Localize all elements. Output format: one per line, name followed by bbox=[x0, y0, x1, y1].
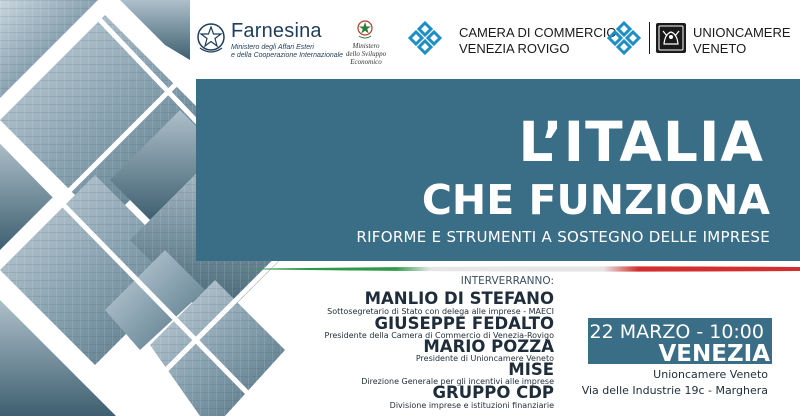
italian-tricolor-divider bbox=[222, 266, 800, 272]
speaker-name: MARIO POZZA bbox=[423, 337, 554, 356]
chamber-logo-name: VENEZIA ROVIGO bbox=[459, 41, 570, 56]
mise-logo-text: dello Sviluppo Economico bbox=[345, 50, 387, 66]
speaker-role: Sottosegretario di Stato con delega alle imprese - MAECI bbox=[327, 307, 554, 316]
farnesina-logo-name: Farnesina bbox=[231, 20, 322, 42]
event-date-time: 22 MARZO - 10:00 bbox=[589, 321, 764, 343]
unioncamere-logo-name: VENETO bbox=[693, 41, 747, 56]
speakers-intro: INTERVERRANNO: bbox=[460, 275, 554, 287]
speaker-role: Presidente della Camera di Commercio di Venezia-Rovigo bbox=[324, 331, 554, 340]
logo-divider bbox=[649, 22, 650, 54]
unioncamere-logo-name: UNIONCAMERE bbox=[693, 25, 791, 40]
event-subtitle: RIFORME E STRUMENTI A SOSTEGNO DELLE IMPRESE bbox=[356, 228, 770, 246]
event-title-line1: L’ITALIA bbox=[518, 110, 764, 174]
speaker-name: MISE bbox=[508, 360, 554, 379]
italian-republic-emblem-icon bbox=[195, 20, 227, 56]
title-band bbox=[196, 79, 800, 261]
speaker-name: GRUPPO CDP bbox=[432, 383, 554, 402]
unioncamere-mark-icon bbox=[606, 20, 642, 56]
farnesina-logo-subtitle: Ministero degli Affari Esteri bbox=[231, 44, 314, 51]
chamber-logo-name: CAMERA DI COMMERCIO bbox=[459, 25, 617, 40]
farnesina-logo-subtitle: e della Cooperazione Internazionale bbox=[231, 52, 344, 59]
mise-logo-text: Ministero bbox=[352, 42, 380, 50]
speaker-name: MANLIO DI STEFANO bbox=[364, 289, 554, 308]
chamber-of-commerce-logo-icon bbox=[407, 20, 443, 56]
speaker-name: GIUSEPPE FEDALTO bbox=[374, 314, 554, 333]
speaker-role: Presidente di Unioncamere Veneto bbox=[415, 354, 554, 363]
republic-emblem-icon bbox=[356, 18, 374, 40]
event-city: VENEZIA bbox=[658, 341, 770, 367]
speaker-role: Direzione Generale per gli incentivi alle imprese bbox=[361, 377, 554, 386]
event-venue-address: Via delle Industrie 19c - Marghera bbox=[581, 384, 768, 397]
speaker-role: Divisione imprese e istituzioni finanziarie bbox=[389, 401, 554, 410]
event-venue-name: Unioncamere Veneto bbox=[653, 368, 768, 381]
winged-lion-seal-icon bbox=[655, 22, 687, 54]
event-title-line2: CHE FUNZIONA bbox=[421, 176, 770, 224]
